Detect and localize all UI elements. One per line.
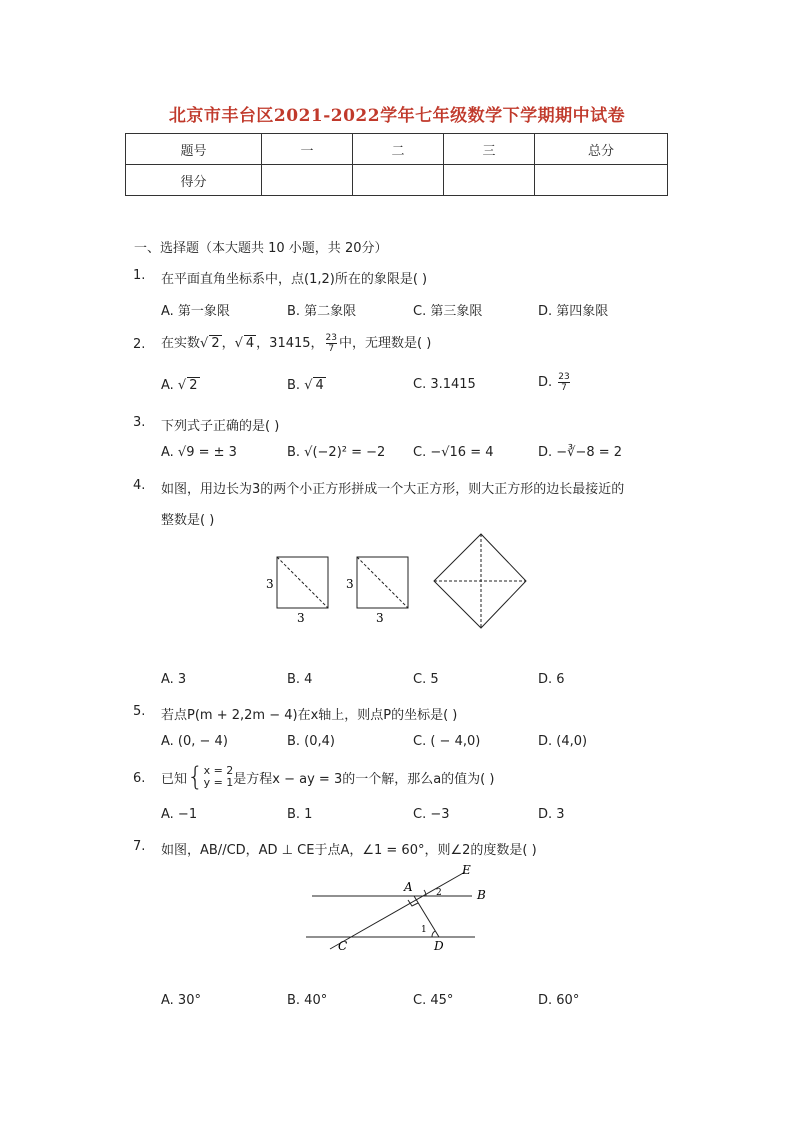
label-b: B (477, 888, 486, 902)
equation-system: x = 2 y = 1 (203, 764, 234, 789)
question-number: 1. (133, 268, 146, 283)
square-2-diagonal (357, 557, 408, 608)
option-d[interactable]: D. −∛−8 = 2 (538, 445, 623, 460)
option-c[interactable]: C. 45° (413, 993, 454, 1008)
score-header-cell: 三 (444, 134, 535, 165)
option-b[interactable]: B. √(−2)² = −2 (287, 445, 386, 460)
question-text (161, 762, 494, 792)
square-2-side-label: 3 (346, 577, 354, 591)
question-number: 5. (133, 704, 146, 719)
option-b[interactable]: B. 第二象限 (287, 304, 357, 319)
option-b[interactable]: B. 4 (287, 672, 313, 687)
option-c[interactable]: C. 3.1415 (413, 377, 476, 392)
q2-sqrt4: 4 (245, 336, 255, 351)
q2-text-a: 在实数 (161, 336, 201, 351)
question-text: 如图，用边长为3的两个小正方形拼成一个大正方形，则大正方形的边长最接近的 (161, 482, 625, 497)
section-heading: 一、选择题（本大题共 10 小题，共 20分） (134, 241, 388, 256)
option-c[interactable]: C. 第三象限 (413, 304, 483, 319)
score-header-cell: 总分 (535, 134, 668, 165)
option-a[interactable]: A. √9 = ± 3 (161, 445, 237, 460)
option-a[interactable]: A. (0, − 4) (161, 734, 228, 749)
label-e: E (462, 863, 471, 877)
question-text: 在实数√ 2 ，√ 4 ，31415， $\frac{23}{7}$ 中，无理数是( ) (161, 333, 432, 354)
option-b[interactable]: B. (0,4) (287, 734, 336, 749)
label-angle-1: 1 (421, 925, 427, 935)
q2-sqrt2: 2 (211, 336, 220, 351)
option-d[interactable]: D. 3 (538, 807, 565, 822)
parallel-lines-figure (300, 860, 500, 960)
page-title: 北京市丰台区2021-2022学年七年级数学下学期期中试卷 (168, 106, 626, 126)
question-number: 2. (133, 337, 146, 352)
question-number: 7. (133, 839, 146, 854)
q6-text-b: 是方程x − ay = 3的一个解，那么a的值为( ) (233, 771, 495, 787)
label-d: D (434, 939, 444, 953)
question-text: 若点P(m + 2,2m − 4)在x轴上，则点P的坐标是( ) (161, 708, 458, 723)
score-header-cell: 一 (262, 134, 353, 165)
square-1-bottom-label: 3 (297, 611, 305, 625)
score-input-cell[interactable] (353, 165, 444, 196)
question-text: 如图，AB//CD，AD ⊥ CE于点A，∠1 = 60°，则∠2的度数是( ) (161, 843, 537, 858)
option-d[interactable]: D. (4,0) (538, 734, 588, 749)
question-text-continued: 整数是( ) (161, 513, 215, 528)
score-input-cell[interactable] (444, 165, 535, 196)
score-table (125, 133, 668, 196)
angle-1-arc (432, 931, 435, 937)
label-c: C (338, 939, 348, 953)
option-b[interactable]: B. 1 (287, 807, 313, 822)
question-number: 3. (133, 415, 146, 430)
option-d[interactable]: D. 第四象限 (538, 304, 609, 319)
option-a[interactable]: A. 30° (161, 993, 201, 1008)
option-c[interactable]: C. −√16 = 4 (413, 445, 494, 460)
question-text: 下列式子正确的是( ) (161, 419, 280, 434)
score-input-cell[interactable] (262, 165, 353, 196)
question-number: 6. (133, 771, 146, 786)
option-c[interactable]: C. ( − 4,0) (413, 734, 481, 749)
option-a[interactable]: A. 第一象限 (161, 304, 230, 319)
q2-fraction: $\frac{23}{7}$ (325, 333, 337, 354)
label-a: A (404, 880, 413, 894)
q2-text-b: ，31415， (256, 336, 324, 351)
q6-text-a: 已知 (161, 771, 188, 787)
question-text: 在平面直角坐标系中，点(1,2)所在的象限是( ) (161, 272, 428, 287)
square-1-side-label: 3 (266, 577, 274, 591)
option-a[interactable]: A. √ 2 (161, 378, 198, 393)
square-1-diagonal (277, 557, 328, 608)
score-input-cell[interactable] (535, 165, 668, 196)
option-d[interactable]: D. 6 (538, 672, 565, 687)
score-row-label: 得分 (126, 165, 262, 196)
question-number: 4. (133, 478, 146, 493)
option-b[interactable]: B. 40° (287, 993, 328, 1008)
option-a[interactable]: A. 3 (161, 672, 187, 687)
square-2-bottom-label: 3 (376, 611, 384, 625)
option-a[interactable]: A. −1 (161, 807, 198, 822)
option-c[interactable]: C. −3 (413, 807, 450, 822)
squares-figure (262, 530, 532, 630)
score-header-cell: 题号 (126, 134, 262, 165)
score-table-row (126, 165, 668, 196)
option-b[interactable]: B. √ 4 (287, 378, 324, 393)
q2-text-c: 中，无理数是( ) (338, 336, 432, 351)
option-c[interactable]: C. 5 (413, 672, 439, 687)
option-d[interactable]: D. $\frac{23}{7}$ (538, 372, 570, 393)
score-table-header-row (126, 134, 668, 165)
score-header-cell: 二 (353, 134, 444, 165)
brace: { (187, 762, 204, 792)
label-angle-2: 2 (436, 888, 442, 898)
option-d[interactable]: D. 60° (538, 993, 580, 1008)
